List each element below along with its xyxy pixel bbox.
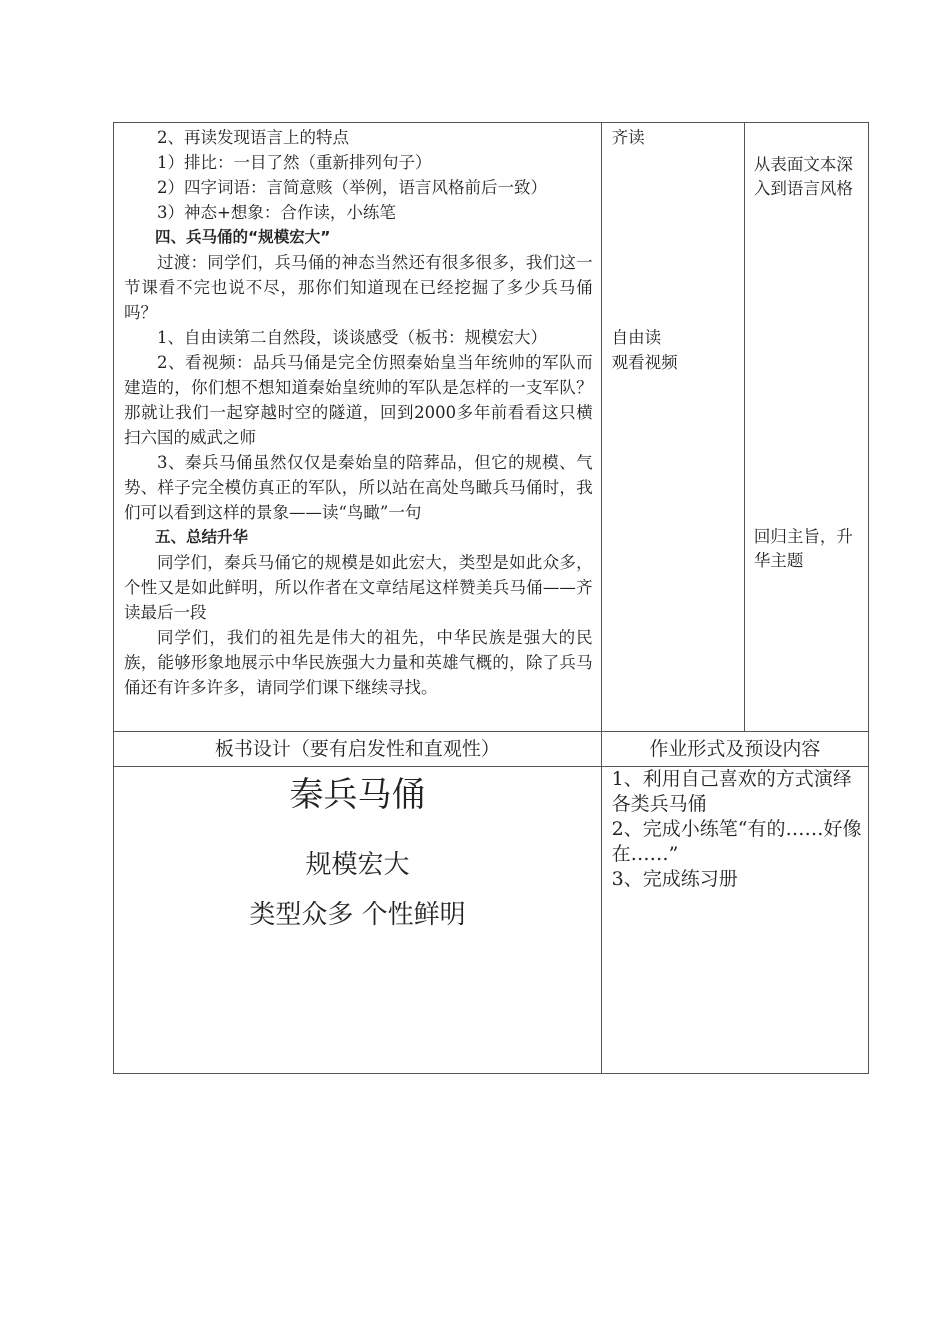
point-four-char-words: 2）四字词语：言简意赅（举例，语言风格前后一致） xyxy=(157,178,547,197)
point-parallelism: 1）排比：一目了然（重新排列句子） xyxy=(157,153,432,172)
point-expression-imagination: 3）神态+想象：合作读，小练笔 xyxy=(157,203,396,222)
lesson-plan-table xyxy=(113,122,869,1074)
section-heading-summary: 五、总结升华 xyxy=(155,528,249,546)
student-activity-watch-video: 观看视频 xyxy=(611,353,678,372)
summary-paragraph-2: 同学们，我们的祖先是伟大的祖先，中华民族是强大的民族，能够形象地展示中华民族强大力量和英雄气概的，除了兵马俑还有许多许多，请同学们课下继续寻找。 xyxy=(124,628,593,697)
step-watch-video: 2、看视频：品兵马俑是完全仿照秦始皇当年统帅的军队而建造的，你们想不想知道秦始皇统帅的军队是怎样的一支军队？那就让我们一起穿越时空的隧道，回到2000多年前看看这只横扫六国的威武之师 xyxy=(124,353,593,447)
board-design-cell xyxy=(114,767,602,1074)
student-activity-cell xyxy=(601,123,744,732)
board-homework-row xyxy=(114,767,869,1074)
homework-item-1: 1、利用自己喜欢的方式演绎各类兵马俑 xyxy=(611,768,852,815)
section-header-row xyxy=(114,732,869,767)
design-intent-language: 从表面文本深入到语言风格 xyxy=(753,155,853,198)
board-design-header: 板书设计（要有启发性和直观性） xyxy=(114,732,602,767)
step-reread: 2、再读发现语言上的特点 xyxy=(157,128,349,147)
step-free-read: 1、自由读第二自然段，谈谈感受（板书：规模宏大） xyxy=(157,328,547,347)
teaching-process-row xyxy=(114,123,869,732)
design-intent-cell xyxy=(744,123,868,732)
board-line-types: 类型众多 个性鲜明 xyxy=(249,900,466,930)
student-activity-read-together: 齐读 xyxy=(611,128,645,147)
homework-item-2: 2、完成小练笔“有的……好像在……” xyxy=(611,818,862,865)
teaching-process-cell xyxy=(114,123,602,732)
homework-cell xyxy=(601,767,868,1074)
summary-paragraph-1: 同学们，秦兵马俑它的规模是如此宏大，类型是如此众多，个性又是如此鲜明，所以作者在文章结尾这样赞美兵马俑——齐读最后一段 xyxy=(124,553,593,622)
transition-paragraph: 过渡：同学们，兵马俑的神态当然还有很多很多，我们这一节课看不完也说不尽，那你们知道现在已经挖掘了多少兵马俑吗？ xyxy=(124,253,593,322)
design-intent-theme: 回归主旨，升华主题 xyxy=(753,527,853,570)
section-heading-scale: 四、兵马俑的“规模宏大” xyxy=(155,228,331,246)
board-title: 秦兵马俑 xyxy=(289,775,426,815)
homework-header: 作业形式及预设内容 xyxy=(601,732,868,767)
homework-item-3: 3、完成练习册 xyxy=(611,868,738,890)
board-line-scale: 规模宏大 xyxy=(305,850,410,880)
student-activity-free-read: 自由读 xyxy=(611,328,662,347)
step-bird-view: 3、秦兵马俑虽然仅仅是秦始皇的陪葬品，但它的规模、气势、样子完全模仿真正的军队，所以站在高处鸟瞰兵马俑时，我们可以看到这样的景象——读“鸟瞰”一句 xyxy=(124,453,593,522)
